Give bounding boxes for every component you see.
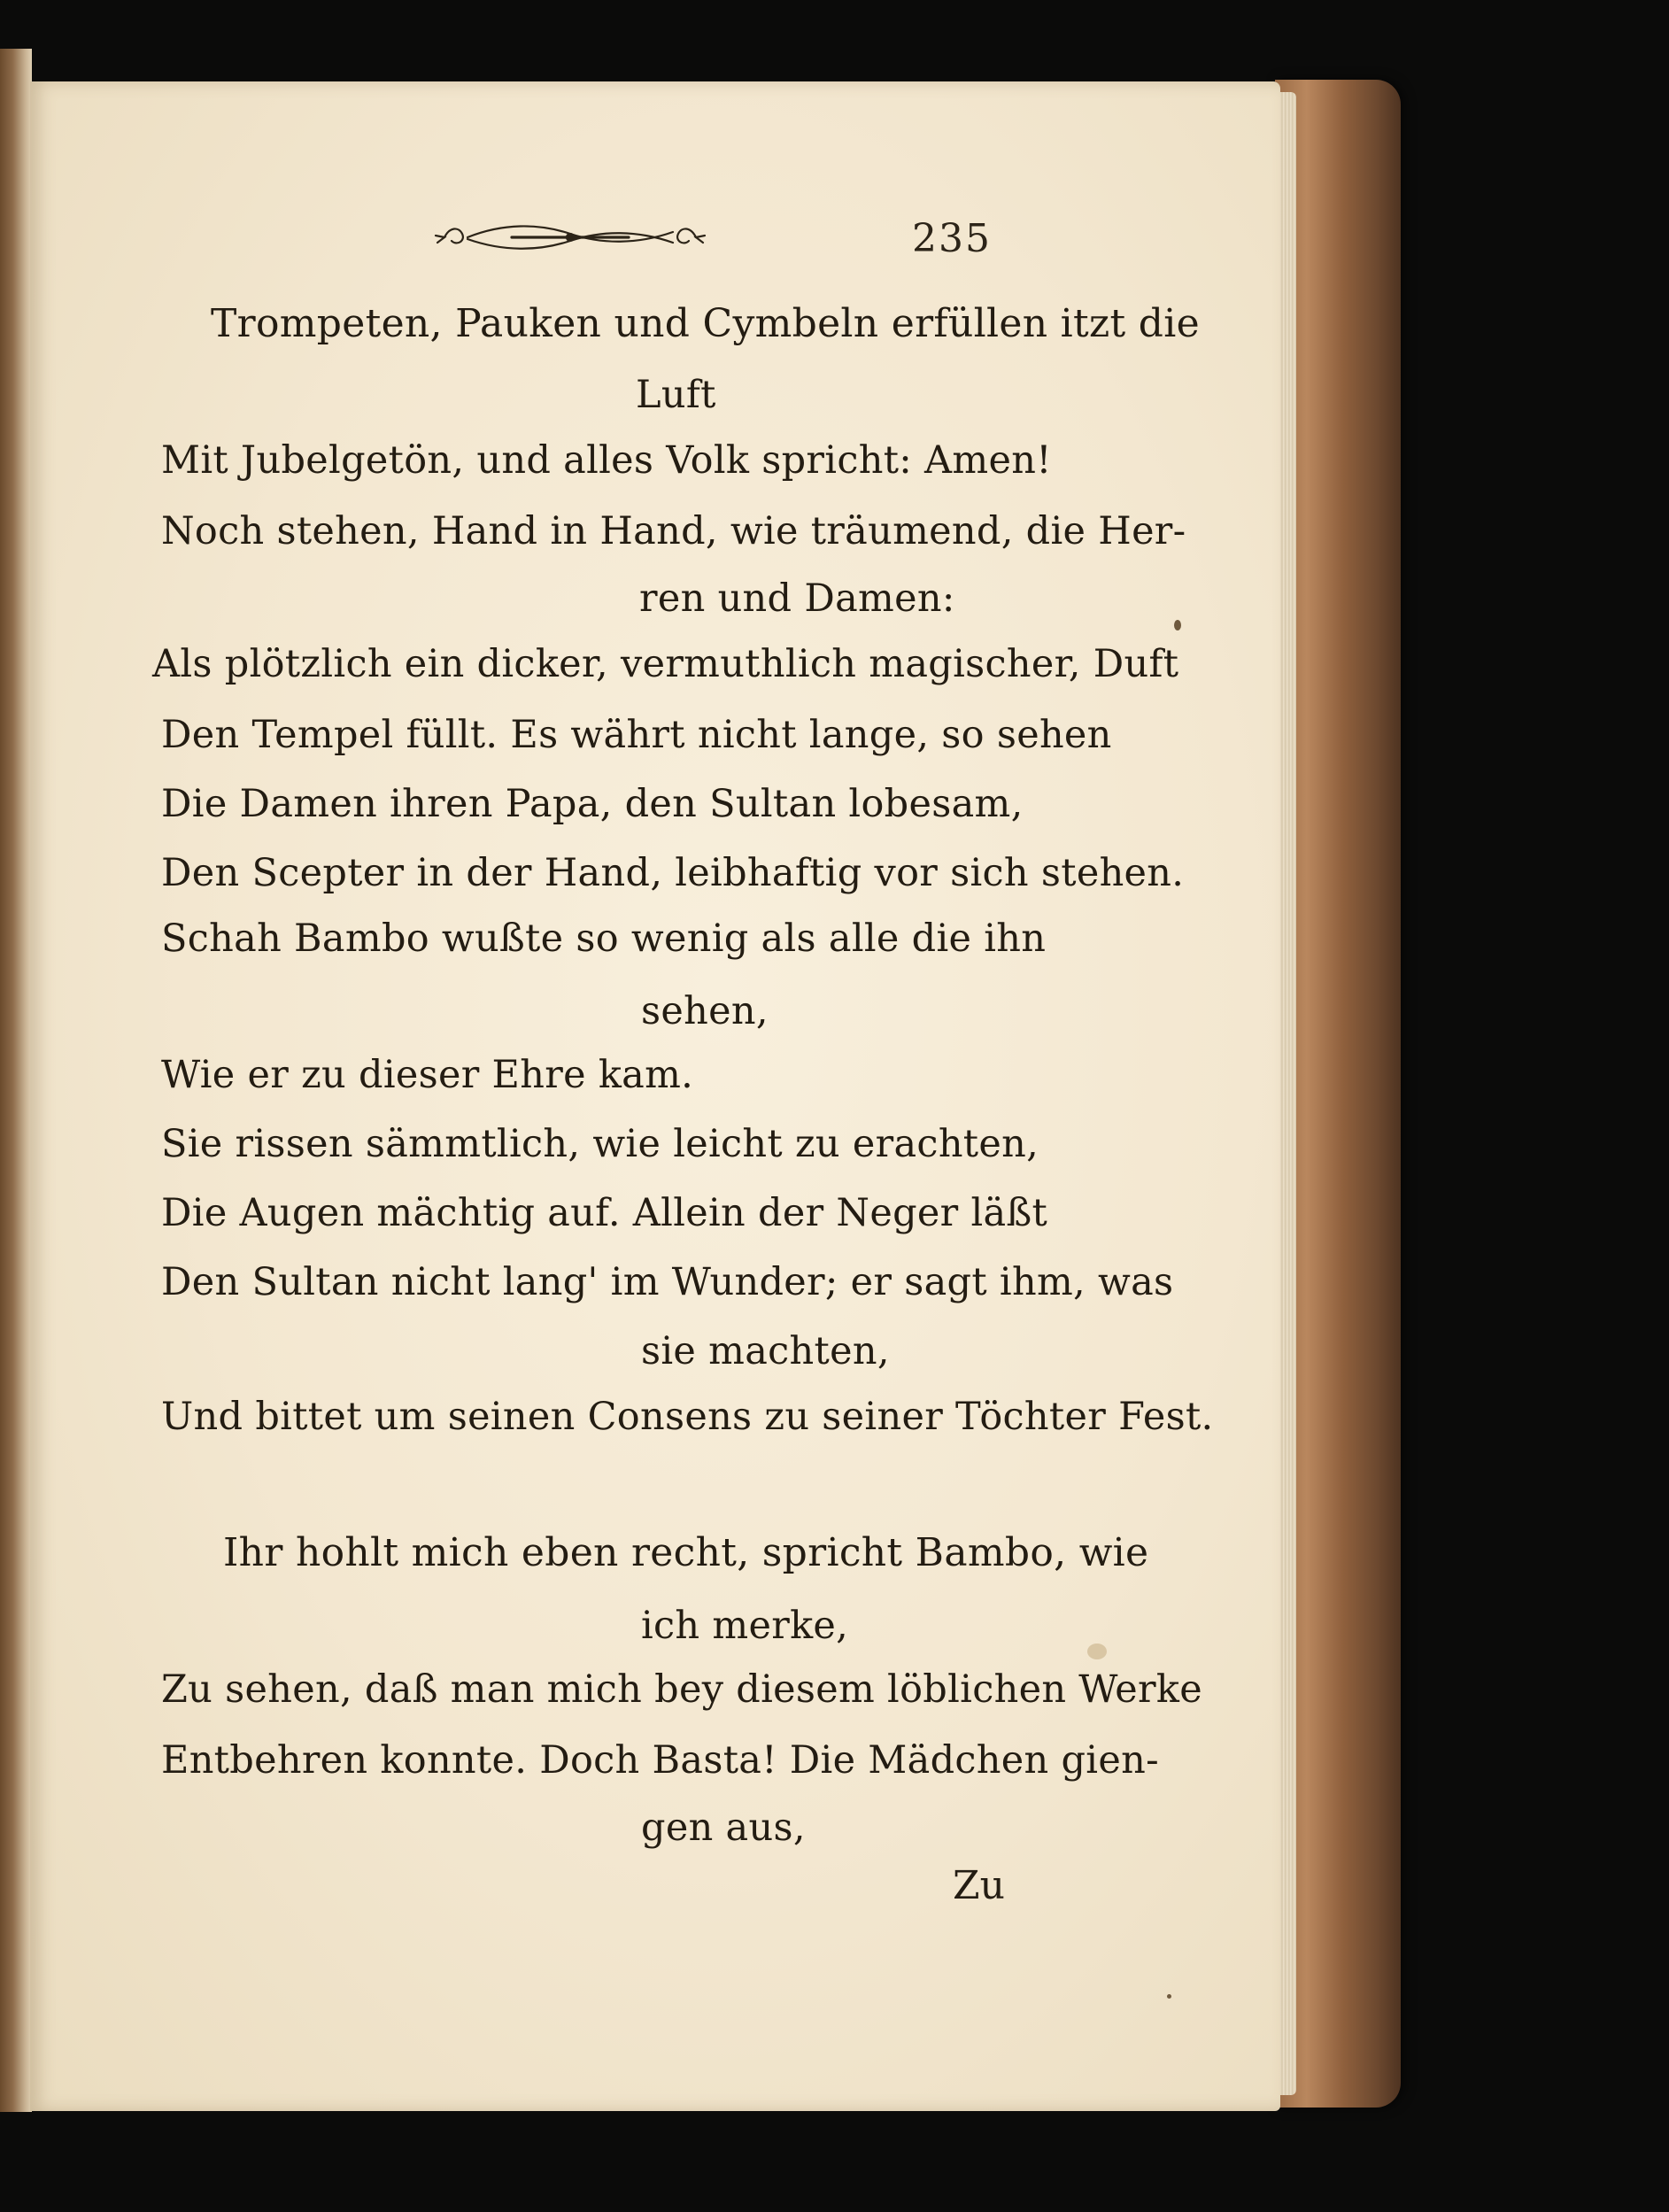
text-line: Den Sultan nicht lang' im Wunder; er sagt ihm, was — [161, 1260, 1174, 1304]
text-line: Als plötzlich ein dicker, vermuthlich magischer, Duft — [152, 642, 1179, 686]
text-line: Zu sehen, daß man mich bey diesem löblichen Werke — [161, 1667, 1202, 1712]
text-line: Noch stehen, Hand in Hand, wie träumend, die Her- — [161, 509, 1186, 553]
text-line: Den Tempel füllt. Es währt nicht lange, so sehen — [161, 713, 1112, 757]
catchword: Zu — [953, 1863, 1005, 1908]
previous-page-edge — [0, 49, 32, 2112]
text-line: ren und Damen: — [639, 576, 955, 621]
text-line: ich merke, — [641, 1604, 849, 1648]
text-line: sehen, — [641, 989, 769, 1033]
text-line: Den Scepter in der Hand, leibhaftig vor sich stehen. — [161, 851, 1185, 895]
text-line: Sie rissen sämmtlich, wie leicht zu erachten, — [161, 1122, 1039, 1166]
decorative-scroll-ornament-icon — [432, 213, 708, 262]
text-line: Entbehren konnte. Doch Basta! Die Mädchen gien- — [161, 1738, 1159, 1783]
text-line: gen aus, — [641, 1806, 806, 1850]
text-line: Die Damen ihren Papa, den Sultan lobesam, — [161, 782, 1024, 826]
text-line: Trompeten, Pauken und Cymbeln erfüllen itzt die — [211, 301, 1200, 346]
text-line: Und bittet um seinen Consens zu seiner Töchter Fest. — [161, 1395, 1214, 1439]
text-line: Die Augen mächtig auf. Allein der Neger läßt — [161, 1191, 1048, 1235]
ink-speck — [1174, 620, 1181, 630]
text-line: Schah Bambo wußte so wenig als alle die ihn — [161, 917, 1047, 961]
ink-speck — [1087, 1644, 1107, 1659]
page-number: 235 — [912, 216, 992, 261]
text-line: Wie er zu dieser Ehre kam. — [161, 1053, 694, 1097]
text-line: Luft — [636, 373, 716, 417]
text-line: Mit Jubelgetön, und alles Volk spricht: Amen! — [161, 438, 1052, 483]
ink-speck — [1167, 1994, 1171, 1999]
text-line: sie machten, — [641, 1329, 890, 1373]
text-line: Ihr hohlt mich eben recht, spricht Bambo, wie — [223, 1530, 1149, 1575]
